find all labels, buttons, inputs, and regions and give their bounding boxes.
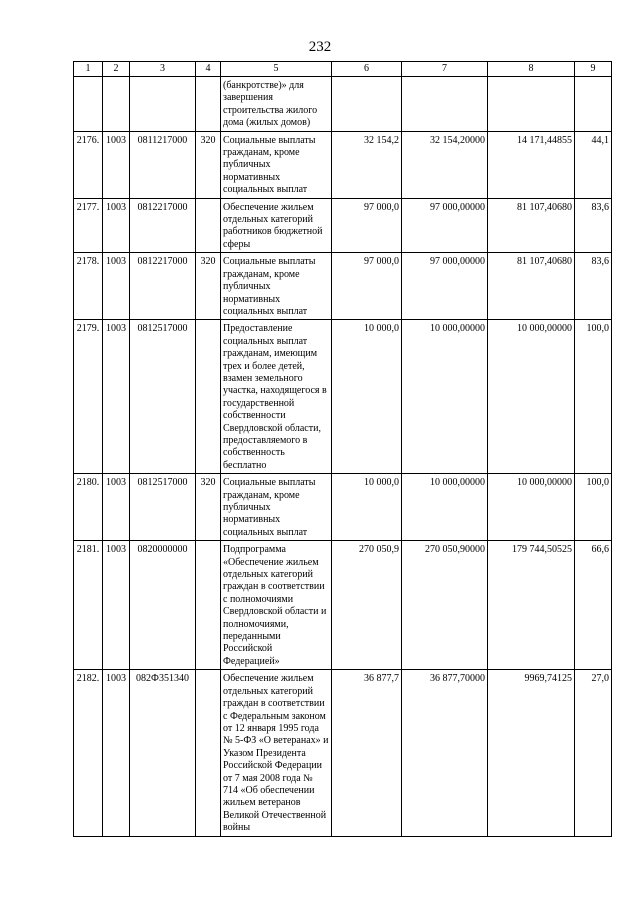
planned-amount: 32 154,20000 — [402, 131, 488, 198]
table-row — [74, 320, 612, 474]
expense-type-code — [196, 670, 221, 836]
expense-type-code — [196, 541, 221, 670]
item-name: Подпрограмма «Обеспечение жильем отдельных категорий граждан в соответствии с полномочиями Свердловской области и полномочиями, переданными Российской Федерацией» — [221, 541, 332, 670]
approved-amount: 270 050,9 — [332, 541, 402, 670]
executed-amount: 81 107,40680 — [488, 253, 575, 320]
section-code: 1003 — [103, 670, 130, 836]
section-code: 1003 — [103, 541, 130, 670]
approved-amount: 10 000,0 — [332, 320, 402, 474]
target-article-code: 0812217000 — [130, 253, 196, 320]
item-name: Обеспечение жильем отдельных категорий работников бюджетной сферы — [221, 198, 332, 253]
column-header: 8 — [488, 62, 575, 77]
expense-type-code: 320 — [196, 474, 221, 541]
executed-amount: 14 171,44855 — [488, 131, 575, 198]
executed-amount — [488, 77, 575, 132]
execution-percent: 100,0 — [575, 320, 612, 474]
column-header: 6 — [332, 62, 402, 77]
execution-percent: 83,6 — [575, 253, 612, 320]
execution-percent: 44,1 — [575, 131, 612, 198]
table-row — [74, 77, 612, 132]
table-row — [74, 253, 612, 320]
execution-percent: 27,0 — [575, 670, 612, 836]
row-number — [74, 77, 103, 132]
table-row — [74, 474, 612, 541]
target-article-code: 0812217000 — [130, 198, 196, 253]
expense-type-code: 320 — [196, 253, 221, 320]
executed-amount: 81 107,40680 — [488, 198, 575, 253]
column-header: 9 — [575, 62, 612, 77]
item-name: Социальные выплаты гражданам, кроме публичных нормативных социальных выплат — [221, 474, 332, 541]
row-number: 2176. — [74, 131, 103, 198]
column-header: 1 — [74, 62, 103, 77]
section-code: 1003 — [103, 320, 130, 474]
column-header: 5 — [221, 62, 332, 77]
planned-amount: 10 000,00000 — [402, 320, 488, 474]
column-header: 2 — [103, 62, 130, 77]
row-number: 2179. — [74, 320, 103, 474]
column-header: 3 — [130, 62, 196, 77]
section-code: 1003 — [103, 131, 130, 198]
column-header: 4 — [196, 62, 221, 77]
section-code: 1003 — [103, 253, 130, 320]
planned-amount: 36 877,70000 — [402, 670, 488, 836]
execution-percent: 66,6 — [575, 541, 612, 670]
row-number: 2177. — [74, 198, 103, 253]
table-row — [74, 670, 612, 836]
table-row — [74, 541, 612, 670]
execution-percent: 83,6 — [575, 198, 612, 253]
table-header-row — [74, 62, 612, 77]
planned-amount: 270 050,90000 — [402, 541, 488, 670]
row-number: 2182. — [74, 670, 103, 836]
item-name: Предоставление социальных выплат гражданам, имеющим трех и более детей, взамен земельного участка, находящегося в государственной собственности Свердловской области, предоставляемого в собственность бесплатно — [221, 320, 332, 474]
planned-amount: 97 000,00000 — [402, 198, 488, 253]
approved-amount: 36 877,7 — [332, 670, 402, 836]
planned-amount: 97 000,00000 — [402, 253, 488, 320]
approved-amount — [332, 77, 402, 132]
row-number: 2178. — [74, 253, 103, 320]
target-article-code: 0812517000 — [130, 320, 196, 474]
section-code: 1003 — [103, 474, 130, 541]
executed-amount: 9969,74125 — [488, 670, 575, 836]
target-article-code: 082Ф351340 — [130, 670, 196, 836]
item-name: Обеспечение жильем отдельных категорий граждан в соответствии с Федеральным законом от 12 января 1995 года № 5-ФЗ «О ветеранах» и Указом Президента Российской Федерации от 7 мая 2008 года № 714 «Об обеспечении жильем ветеранов Великой Отечественной войны — [221, 670, 332, 836]
approved-amount: 32 154,2 — [332, 131, 402, 198]
execution-percent — [575, 77, 612, 132]
executed-amount: 10 000,00000 — [488, 320, 575, 474]
planned-amount: 10 000,00000 — [402, 474, 488, 541]
executed-amount: 179 744,50525 — [488, 541, 575, 670]
expense-type-code: 320 — [196, 131, 221, 198]
page-number: 232 — [308, 39, 332, 55]
target-article-code: 0812517000 — [130, 474, 196, 541]
expense-type-code — [196, 77, 221, 132]
budget-table — [73, 61, 612, 837]
column-header: 7 — [402, 62, 488, 77]
execution-percent: 100,0 — [575, 474, 612, 541]
expense-type-code — [196, 320, 221, 474]
approved-amount: 97 000,0 — [332, 253, 402, 320]
target-article-code: 0820000000 — [130, 541, 196, 670]
row-number: 2181. — [74, 541, 103, 670]
table-row — [74, 198, 612, 253]
section-code: 1003 — [103, 198, 130, 253]
section-code — [103, 77, 130, 132]
approved-amount: 97 000,0 — [332, 198, 402, 253]
target-article-code: 0811217000 — [130, 131, 196, 198]
target-article-code — [130, 77, 196, 132]
table-row — [74, 131, 612, 198]
item-name: Социальные выплаты гражданам, кроме публичных нормативных социальных выплат — [221, 131, 332, 198]
approved-amount: 10 000,0 — [332, 474, 402, 541]
item-name: (банкротстве)» для завершения строительства жилого дома (жилых домов) — [221, 77, 332, 132]
executed-amount: 10 000,00000 — [488, 474, 575, 541]
row-number: 2180. — [74, 474, 103, 541]
planned-amount — [402, 77, 488, 132]
item-name: Социальные выплаты гражданам, кроме публичных нормативных социальных выплат — [221, 253, 332, 320]
expense-type-code — [196, 198, 221, 253]
